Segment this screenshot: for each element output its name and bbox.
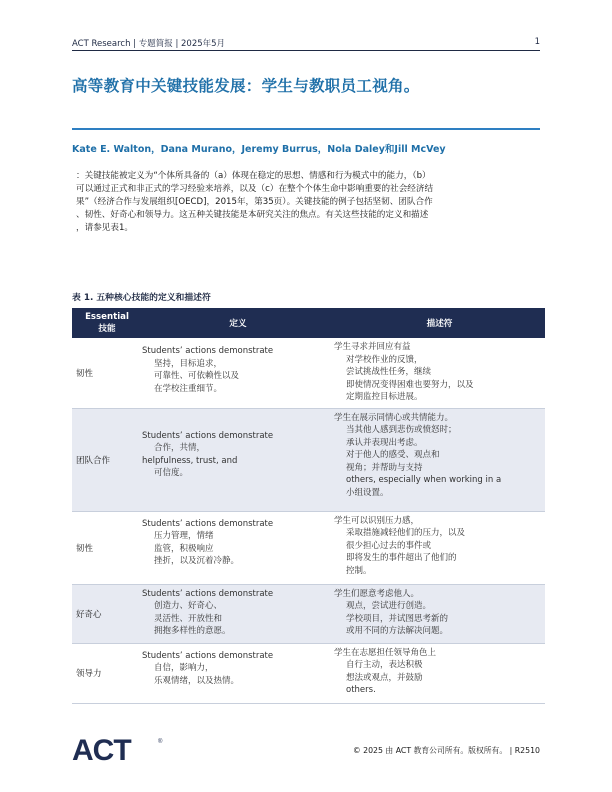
title-divider [72,128,540,130]
definition-line: 可信度。 [154,468,189,479]
table-row [72,338,545,408]
descriptor-line: 观点，尝试进行创造。 [346,601,432,612]
descriptor-line: 控制。 [346,565,372,576]
descriptor-line: 即使情况变得困难也要努力，以及 [346,379,474,390]
descriptor-line: 学生寻求并回应有益 [334,342,411,352]
page-number: 1 [534,37,540,47]
definition-line: 自信，影响力， [154,663,214,674]
definition-line: 合作，共情， [154,443,206,454]
definition-line: 挫折，以及沉着冷静。 [154,556,240,567]
descriptor-line: 学生可以识别压力感， [334,515,420,526]
descriptor-line: others, especially when working in a [346,475,502,486]
definition-line: 压力管理，情绪 [154,531,214,542]
definition-line: Students’ actions demonstrate [142,588,274,599]
intro-paragraph [76,170,538,235]
skill-name: 领导力 [72,643,142,703]
skill-name: 团队合作 [72,408,142,511]
definition-line: 乐观情绪，以及热情。 [154,675,240,686]
skill-name: 好奇心 [72,584,142,643]
column-header-skill [72,308,142,338]
document-title: 高等教育中关键技能发展：学生与教职员工视角。 [72,77,420,95]
header-source-label: ACT Research | 专题简报 | 2025年5月 [72,39,226,49]
definition-line: 灵活性、开放性和 [154,613,223,624]
descriptor-line: 采取措施减轻他们的压力，以及 [346,528,466,539]
column-header-definition: 定义 [142,308,334,338]
descriptor-line: 当其他人感到悲伤或愤怒时； [346,425,457,436]
intro-line: ：关键技能被定义为“个体所具备的（a）体现在稳定的思想、情感和行为模式中的能力，（b） [76,171,431,181]
table-row [72,408,545,511]
intro-line: 果”（经济合作与发展组织[OECD]，2015年，第35页）。关键技能的例子包括坚韧、团队合作 [76,197,433,208]
descriptor-line: 学生们愿意考虑他人。 [334,588,420,599]
definition-line: 监管，积极响应 [154,543,214,554]
skill-descriptors [334,511,545,584]
act-logo-text: ACT [72,734,131,766]
running-header [72,35,540,51]
intro-line: 、韧性、好奇心和领导力。这五种关键技能是本研究关注的焦点。有关这些技能的定义和描述 [76,210,429,221]
skill-definition [142,408,334,511]
intro-line: ，请参见表1。 [76,223,134,234]
descriptor-line: 定期监控目标进展。 [346,392,423,403]
registered-mark-icon: ® [158,739,163,745]
table-caption: 表 1. 五种核心技能的定义和描述符 [72,293,211,303]
skill-descriptors [334,408,545,511]
skill-descriptors [334,643,545,703]
act-logo [72,734,172,766]
definition-line: 坚持，目标追求， [154,358,223,369]
descriptor-line: 对学校作业的反馈， [346,354,423,365]
skill-descriptors [334,584,545,643]
descriptor-line: 视角；并帮助与支持 [346,462,423,473]
skill-name: 韧性 [72,338,142,408]
table-header-row [72,308,545,338]
descriptor-line: 自行主动，表达积极 [346,660,423,671]
column-header-descriptors: 描述符 [334,308,545,338]
definition-line: helpfulness, trust, and [142,455,238,466]
column-header-skill-line2: 技能 [98,324,116,334]
definition-line: Students’ actions demonstrate [142,650,274,661]
descriptor-line: 学校项目，并试图思考新的 [346,613,449,624]
descriptor-line: 很少担心过去的事件或 [346,540,432,551]
descriptor-line: 想法或观点，并鼓励 [346,672,423,683]
author-list: Kate E. Walton，Dana Murano，Jeremy Burrus，Nola Daley和Jill McVey [72,144,446,155]
skills-table [72,308,545,704]
skill-name: 韧性 [72,511,142,584]
skill-definition [142,338,334,408]
definition-line: 创造力、好奇心、 [154,601,223,612]
footer-copyright: © 2025 由 ACT 教育公司所有。版权所有。 | R2510 [352,746,540,755]
descriptor-line: 小组设置。 [346,488,389,499]
skill-definition [142,643,334,703]
definition-line: 拥抱多样性的意愿。 [154,626,231,637]
descriptor-line: 承认并表现出考虑。 [346,437,423,448]
definition-line: Students’ actions demonstrate [142,346,274,356]
descriptor-line: 学生在展示同情心或共情能力。 [334,412,454,423]
descriptor-line: 尝试挑战性任务，继续 [346,367,432,378]
descriptor-line: 即将发生的事件超出了他们的 [346,553,457,564]
header-divider [72,50,540,51]
descriptor-line: 对于他人的感受、观点和 [346,450,440,461]
table-row [72,643,545,703]
definition-line: 在学校注重细节。 [154,383,223,394]
skill-definition [142,584,334,643]
descriptor-line: others. [346,685,376,696]
skill-definition [142,511,334,584]
table-row [72,584,545,643]
descriptor-line: 或用不同的方法解决问题。 [346,626,449,637]
skill-descriptors [334,338,545,408]
intro-line: 可以通过正式和非正式的学习经验来培养，以及（c）在整个个体生命中影响重要的社会经济结 [76,184,434,195]
column-header-skill-line1: Essential [85,312,129,322]
definition-line: 可靠性、可依赖性以及 [154,371,240,382]
table-row [72,511,545,584]
descriptor-line: 学生在志愿担任领导角色上 [334,647,437,658]
definition-line: Students’ actions demonstrate [142,430,274,441]
definition-line: Students’ actions demonstrate [142,518,274,529]
